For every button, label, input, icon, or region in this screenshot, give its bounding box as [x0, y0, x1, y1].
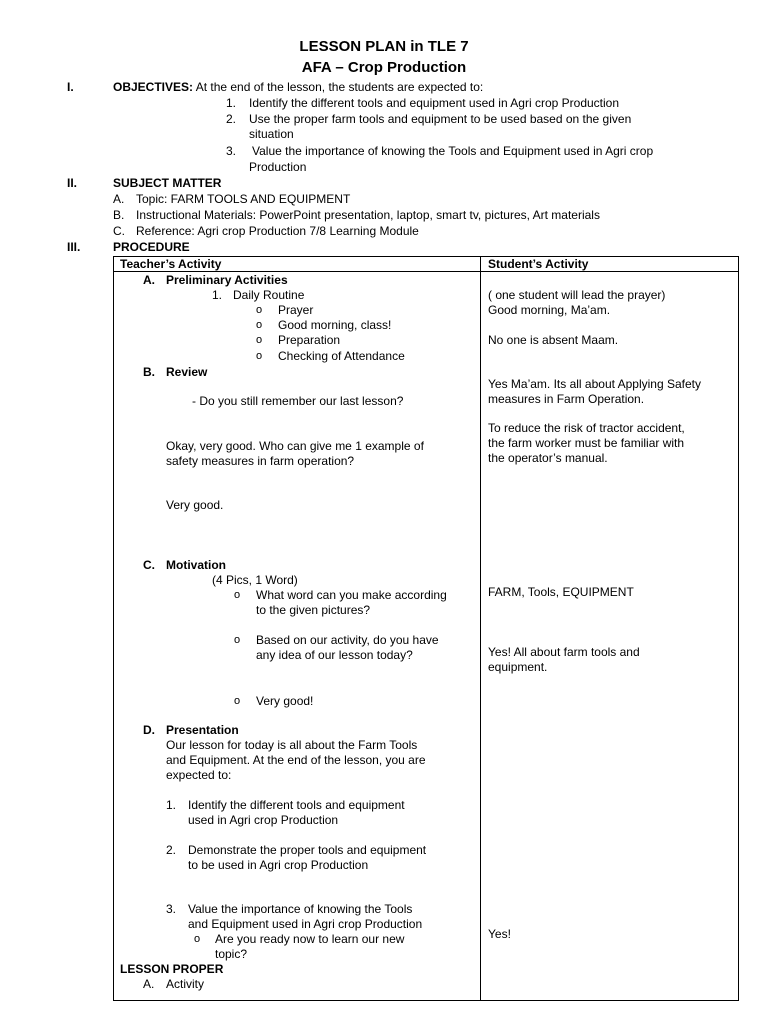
student-response: No one is absent Maam.	[488, 333, 619, 347]
subject-item-letter: C.	[113, 224, 125, 238]
page-title: LESSON PLAN in TLE 7	[299, 38, 469, 55]
routine-number: 1.	[212, 288, 223, 302]
objective-text-continued: Production	[249, 160, 307, 174]
motivation-question-continued: to the given pictures?	[256, 603, 371, 617]
objective-text: Value the importance of knowing the Tools and Equipment used in Agri crop	[252, 144, 654, 158]
objectives-label: OBJECTIVES:	[113, 80, 194, 94]
review-praise: Very good.	[166, 498, 224, 512]
student-response: FARM, Tools, EQUIPMENT	[488, 585, 634, 599]
subject-item-letter: B.	[113, 208, 125, 222]
section-number-objectives: I.	[67, 80, 74, 94]
objective-text: Use the proper farm tools and equipment to be used based on the given	[249, 112, 632, 126]
section-number-procedure: III.	[67, 240, 81, 254]
objectives-intro: At the end of the lesson, the students are expected to:	[195, 80, 484, 94]
objective-text-continued: situation	[249, 127, 294, 141]
presentation-objective: Identify the different tools and equipment	[188, 798, 405, 812]
presentation-objective-continued: used in Agri crop Production	[188, 813, 339, 827]
bullet-icon: o	[194, 933, 201, 945]
motivation-activity-name: (4 Pics, 1 Word)	[212, 573, 298, 587]
subject-item-text: Topic: FARM TOOLS AND EQUIPMENT	[136, 192, 351, 206]
student-response: Yes Ma’am. Its all about Applying Safety	[488, 377, 702, 391]
review-question: - Do you still remember our last lesson?	[192, 394, 404, 408]
subject-item-text: Instructional Materials: PowerPoint presentation, laptop, smart tv, pictures, Art materials	[136, 208, 600, 222]
column-header-student: Student’s Activity	[488, 257, 589, 271]
presentation-heading: Presentation	[166, 723, 239, 737]
subject-heading: SUBJECT MATTER	[113, 176, 222, 190]
objective-number: 1.	[226, 96, 237, 110]
page-subtitle: AFA – Crop Production	[301, 59, 467, 76]
student-response-continued: the operator’s manual.	[488, 451, 608, 465]
presentation-text: expected to:	[166, 768, 232, 782]
motivation-question: What word can you make according	[256, 588, 447, 602]
student-response: ( one student will lead the prayer)	[488, 288, 666, 302]
lesson-proper-heading: LESSON PROPER	[120, 962, 224, 976]
subject-item-letter: A.	[113, 192, 125, 206]
objectives-heading	[113, 80, 483, 95]
subject-item-text: Reference: Agri crop Production 7/8 Learning Module	[136, 224, 419, 238]
motivation-question-continued: any idea of our lesson today?	[256, 648, 413, 662]
table-column-divider	[480, 256, 481, 1001]
student-response-continued: the farm worker must be familiar with	[488, 436, 685, 450]
review-heading: Review	[166, 365, 208, 379]
student-response-continued: equipment.	[488, 660, 548, 674]
ready-question: Are you ready now to learn our new	[215, 932, 405, 946]
objective-number: 3.	[226, 144, 237, 158]
presentation-objective-number: 3.	[166, 902, 177, 916]
student-response: Good morning, Ma’am.	[488, 303, 611, 317]
column-header-teacher: Teacher’s Activity	[120, 257, 222, 271]
routine-item: Checking of Attendance	[278, 349, 405, 363]
step-letter: A.	[143, 977, 155, 991]
objective-text: Identify the different tools and equipment used in Agri crop Production	[249, 96, 620, 110]
bullet-icon: o	[234, 589, 241, 601]
presentation-objective-continued: and Equipment used in Agri crop Production	[188, 917, 423, 931]
bullet-icon: o	[256, 334, 263, 346]
student-response: Yes!	[488, 927, 511, 941]
section-number-subject: II.	[67, 176, 78, 190]
activity-heading: Activity	[166, 977, 205, 991]
motivation-praise: Very good!	[256, 694, 314, 708]
presentation-text: Our lesson for today is all about the Farm Tools	[166, 738, 418, 752]
routine-item: Prayer	[278, 303, 314, 317]
review-prompt: Okay, very good. Who can give me 1 example of	[166, 439, 424, 453]
student-response-continued: measures in Farm Operation.	[488, 392, 645, 406]
step-letter: A.	[143, 273, 155, 287]
ready-question-continued: topic?	[215, 947, 248, 961]
presentation-objective-number: 1.	[166, 798, 177, 812]
objective-number: 2.	[226, 112, 237, 126]
student-response: Yes! All about farm tools and	[488, 645, 640, 659]
bullet-icon: o	[234, 634, 241, 646]
step-letter: C.	[143, 558, 155, 572]
procedure-heading: PROCEDURE	[113, 240, 190, 254]
presentation-text: and Equipment. At the end of the lesson, you are	[166, 753, 426, 767]
bullet-icon: o	[256, 319, 263, 331]
motivation-question: Based on our activity, do you have	[256, 633, 439, 647]
step-letter: B.	[143, 365, 155, 379]
motivation-heading: Motivation	[166, 558, 226, 572]
bullet-icon: o	[256, 304, 263, 316]
bullet-icon: o	[234, 695, 241, 707]
routine-item: Good morning, class!	[278, 318, 392, 332]
daily-routine-label: Daily Routine	[233, 288, 305, 302]
presentation-objective: Demonstrate the proper tools and equipment	[188, 843, 427, 857]
student-response: To reduce the risk of tractor accident,	[488, 421, 685, 435]
routine-item: Preparation	[278, 333, 341, 347]
presentation-objective-number: 2.	[166, 843, 177, 857]
presentation-objective: Value the importance of knowing the Tools	[188, 902, 413, 916]
bullet-icon: o	[256, 350, 263, 362]
preliminary-activities-heading: Preliminary Activities	[166, 273, 288, 287]
presentation-objective-continued: to be used in Agri crop Production	[188, 858, 369, 872]
step-letter: D.	[143, 723, 155, 737]
review-prompt-continued: safety measures in farm operation?	[166, 454, 355, 468]
